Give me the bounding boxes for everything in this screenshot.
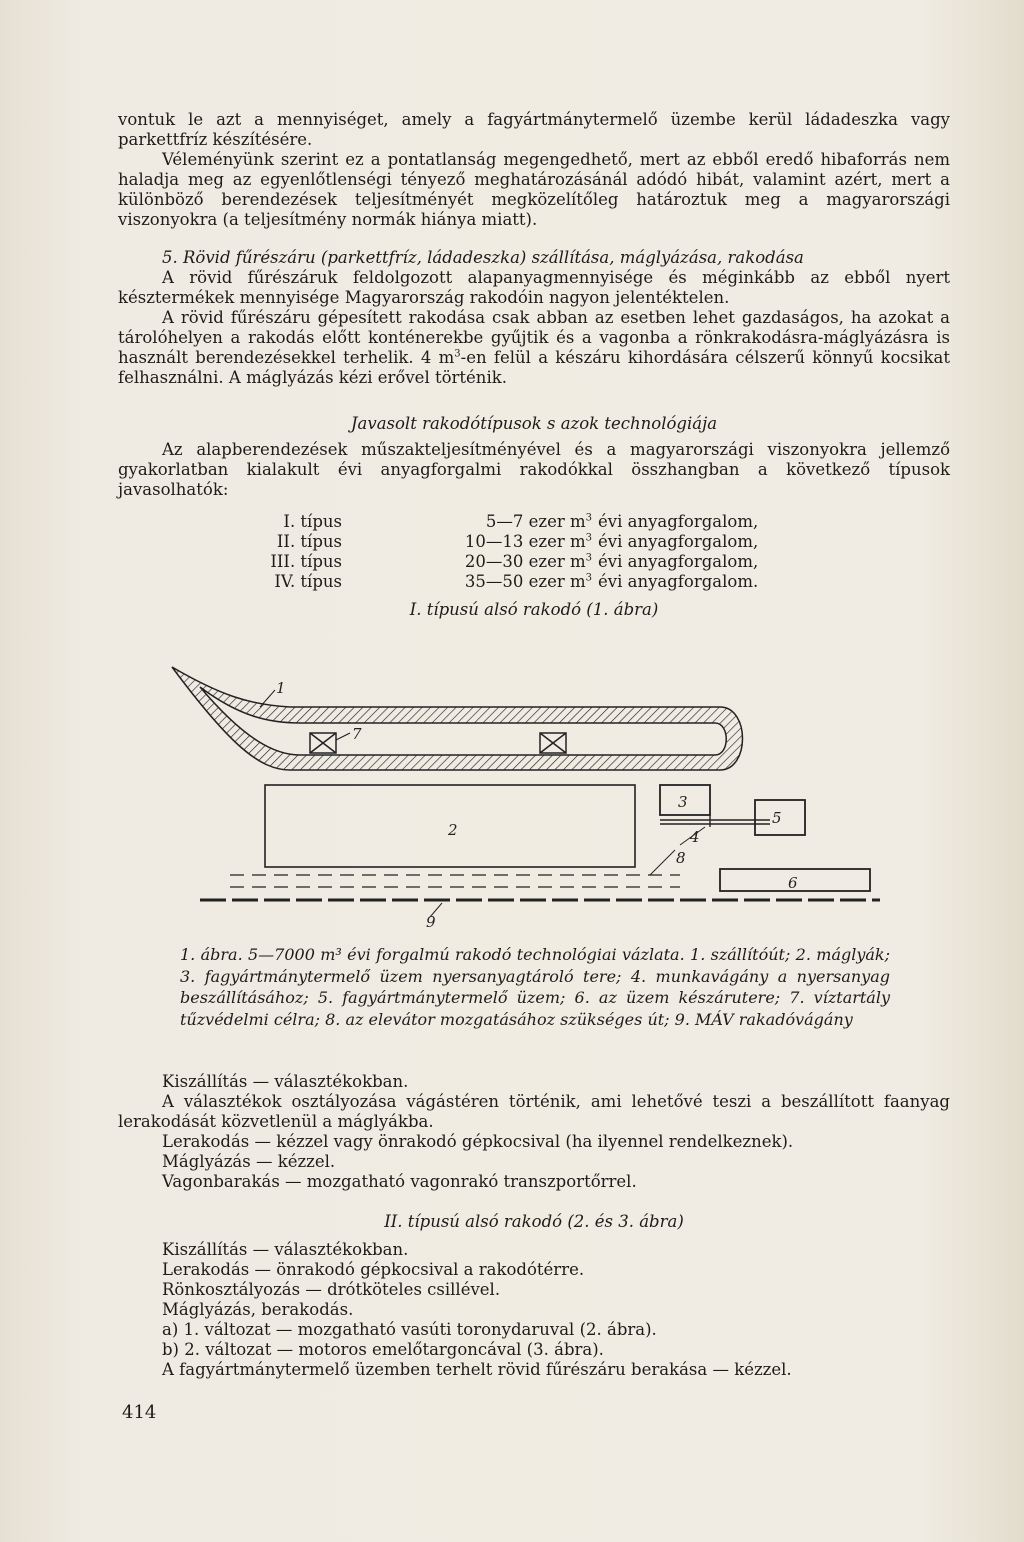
fig-label-5: 5	[772, 809, 782, 827]
section-5-heading: 5. Rövid fűrészáru (parkettfríz, ládadeszka) szállítása, máglyázása, rakodása	[162, 248, 804, 267]
type2-line: a) 1. változat — mozgatható vasúti toronydaruval (2. ábra).	[162, 1320, 657, 1339]
fig-label-4: 4	[690, 828, 700, 846]
section-5	[118, 248, 950, 388]
type2-line: A fagyártmánytermelő üzemben terhelt rövid fűrészáru berakása — kézzel.	[162, 1360, 792, 1379]
type1-line: Kiszállítás — választékokban.	[162, 1072, 409, 1091]
road-loop	[172, 667, 743, 770]
table-row: I. típus 5—7 ezer $m^3$ évi anyagforgalom,	[283, 512, 759, 531]
type2-heading: II. típusú alsó rakodó (2. és 3. ábra)	[384, 1212, 684, 1231]
paragraph-3: A rövid fűrészáruk feldolgozott alapanyagmennyisége és méginkább az ebből nyert késztermékek mennyisége Magyarország rakodóin nagyon jelentéktelen.	[118, 268, 950, 307]
fig-label-6: 6	[788, 874, 798, 892]
types-heading: Javasolt rakodótípusok s azok technológiája	[350, 414, 718, 433]
paragraph-1: vontuk le azt a mennyiséget, amely a fagyártmánytermelő üzembe kerül ládadeszka vagy parkettfríz készítésére.	[118, 110, 950, 149]
type2-line: Lerakodás — önrakodó gépkocsival a rakodótérre.	[162, 1260, 585, 1279]
fig-label-7: 7	[352, 725, 362, 743]
type2-section	[118, 1212, 950, 1380]
type1-line: Máglyázás — kézzel.	[162, 1152, 336, 1171]
type1-heading: I. típusú alsó rakodó (1. ábra)	[409, 600, 659, 619]
fig-label-1: 1	[276, 679, 286, 697]
type2-line: Kiszállítás — választékokban.	[162, 1240, 409, 1259]
type2-line: Máglyázás, berakodás.	[162, 1300, 354, 1319]
fig-label-9: 9	[426, 913, 436, 931]
page-number: 414	[122, 1402, 157, 1423]
paragraph-4: A rövid fűrészáru gépesített rakodása csak abban az esetben lehet gazdaságos, ha azokat a tárolóhelyen a rakodás előtt konténerekbe gyűjtik és a vagonba a rönkrakodásra-máglyázásra is használt berendezésekkel terhelik. 4 $m^3-en$ felül a készáru kihordására célszerű könnyű kocsikat felhasználni. A máglyázás kézi erővel történik.	[118, 308, 950, 387]
type2-line: b) 2. változat — motoros emelőtargoncával (3. ábra).	[162, 1340, 604, 1359]
fig-label-8: 8	[676, 849, 686, 867]
type2-line: Rönkosztályozás — drótköteles csillével.	[162, 1280, 501, 1299]
fig-label-3: 3	[678, 793, 688, 811]
water-tank	[310, 733, 336, 753]
fig-label-2: 2	[448, 821, 458, 839]
figure-1-caption: 1. ábra. 5—7000 m³ évi forgalmú rakodó technológiai vázlata. 1. szállítóút; 2. máglyák; 3. fagyártmánytermelő üzem nyersanyagtároló tere; 4. munkavágány a nyersanyag beszállításához; 5. fagyártmánytermelő üzem; 6. az üzem készárutere; 7. víztartály tűzvédelmi célra; 8. az elevátor mozgatásához szükséges út; 9. MÁV rakadóvágány	[180, 945, 890, 1029]
types-section	[118, 414, 950, 500]
table-row: IV. típus 35—50 ezer $m^3$ évi anyagforgalom.	[274, 572, 759, 591]
type1-line: A választékok osztályozása vágástéren történik, ami lehetővé teszi a beszállított faanyag lerakodását közvetlenül a máglyákba.	[118, 1092, 950, 1131]
paragraph-5: Az alapberendezések műszakteljesítményével és a magyarországi viszonyokra jellemző gyakorlatban kialakult évi anyagforgalmi rakodókkal összhangban a következő típusok javasolhatók:	[118, 440, 950, 499]
figure-1-diagram	[160, 655, 900, 935]
water-tank	[540, 733, 566, 753]
type1-heading-wrap	[118, 600, 950, 620]
table-row: III. típus 20—30 ezer $m^3$ évi anyagforgalom,	[270, 552, 759, 571]
type1-details	[118, 1072, 950, 1192]
table-row: II. típus 10—13 ezer $m^3$ évi anyagforgalom,	[276, 532, 759, 551]
type1-line: Lerakodás — kézzel vagy önrakodó gépkocsival (ha ilyennel rendelkeznek).	[162, 1132, 794, 1151]
intro-section	[118, 110, 950, 230]
types-table	[110, 512, 758, 592]
paragraph-2: Véleményünk szerint ez a pontatlanság megengedhető, mert az ebből eredő hibaforrás nem haladja meg az egyenlőtlenségi tényező meghatározásánál adódó hibát, valamint azért, mert a különböző berendezések teljesítményét megközelítőleg határoztuk meg a magyarországi viszonyokra (a teljesítmény normák hiánya miatt).	[118, 150, 950, 229]
type1-line: Vagonbarakás — mozgatható vagonrakó transzportőrrel.	[162, 1172, 637, 1191]
